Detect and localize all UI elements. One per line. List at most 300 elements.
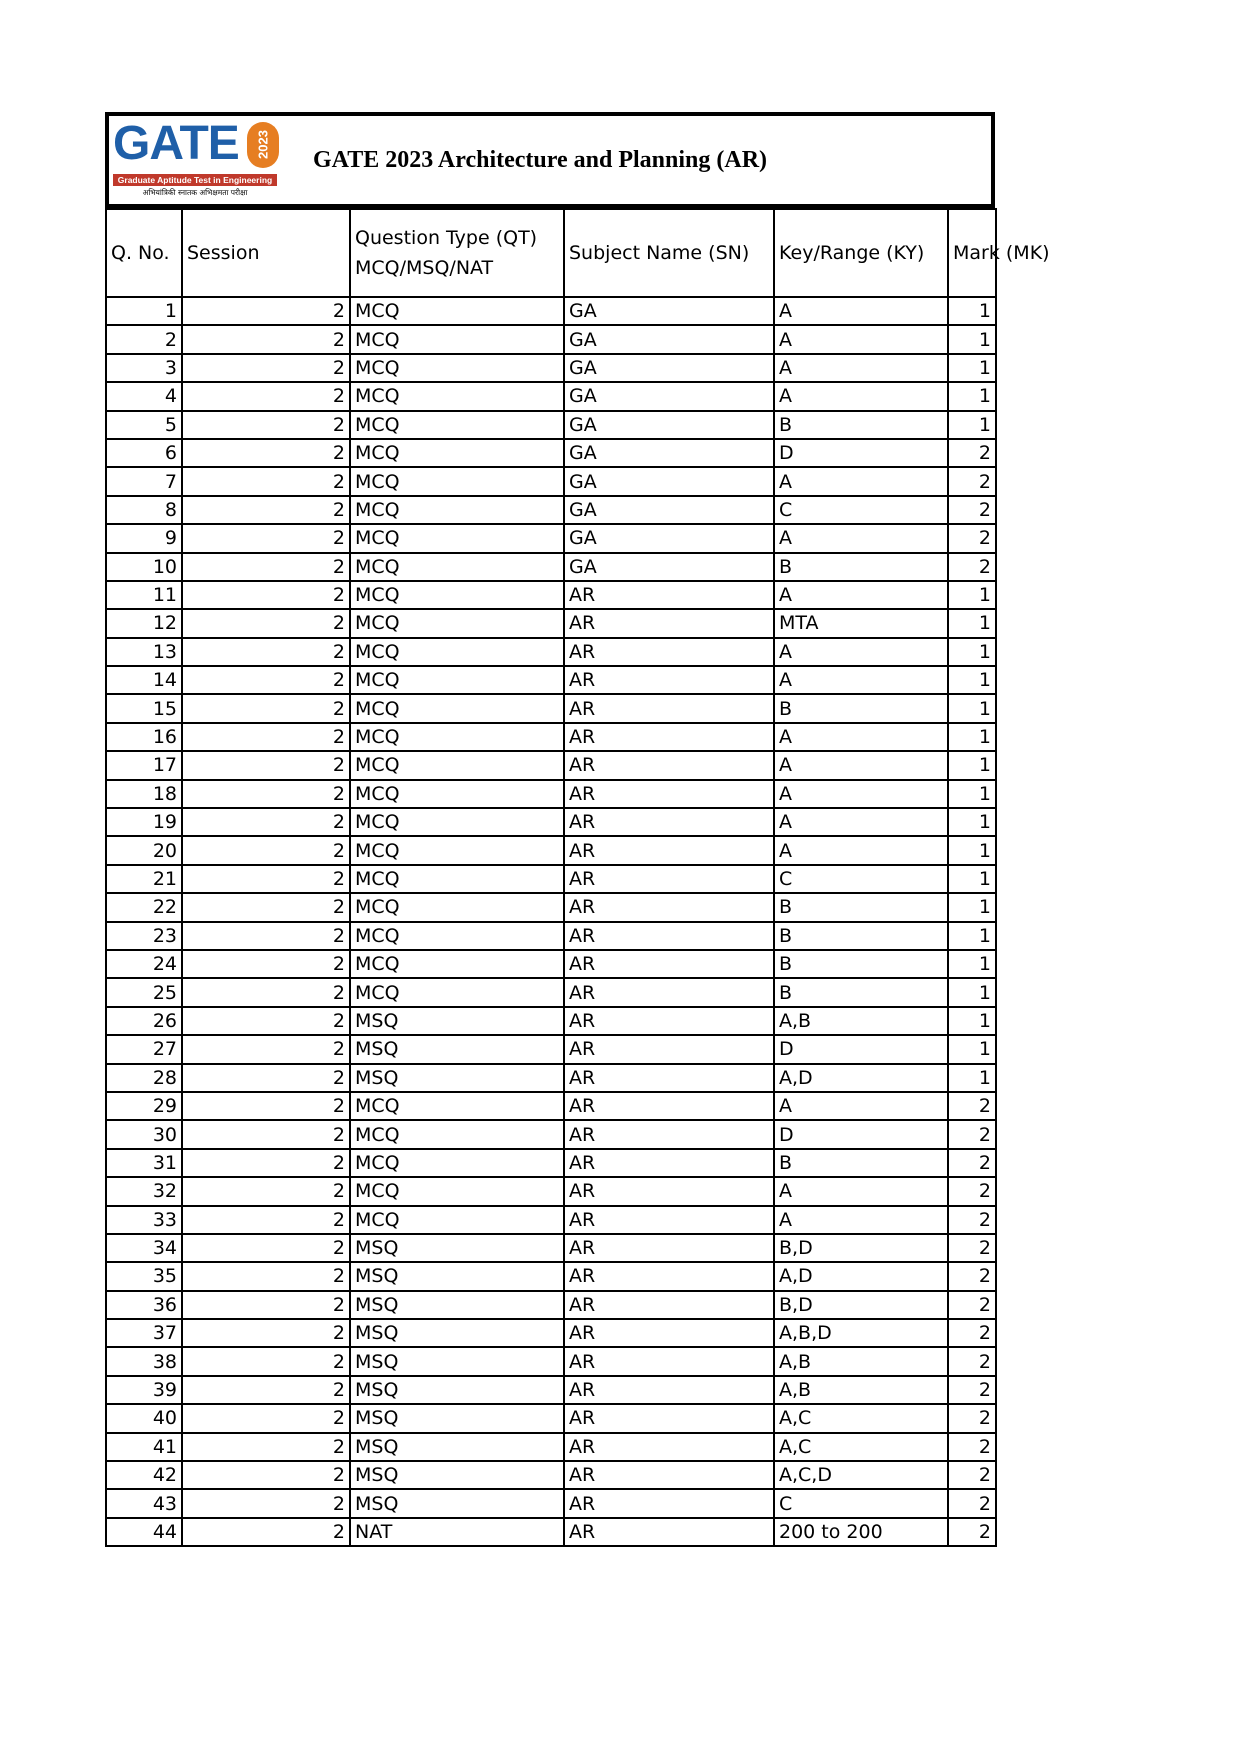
sheet-header: [105, 112, 995, 208]
cell-qno: 19: [106, 808, 182, 836]
cell-key: B: [774, 922, 948, 950]
cell-key: A,B: [774, 1376, 948, 1404]
cell-question-type: MCQ: [350, 524, 564, 552]
cell-question-type: MCQ: [350, 638, 564, 666]
cell-question-type: MCQ: [350, 553, 564, 581]
cell-mark: 2: [948, 1262, 996, 1290]
cell-key: A: [774, 297, 948, 325]
cell-subject: GA: [564, 553, 774, 581]
cell-session: 2: [182, 1404, 350, 1432]
cell-mark: 2: [948, 1461, 996, 1489]
cell-qno: 11: [106, 581, 182, 609]
cell-mark: 1: [948, 638, 996, 666]
cell-key: B: [774, 950, 948, 978]
cell-session: 2: [182, 1489, 350, 1517]
cell-key: D: [774, 1035, 948, 1063]
table-row: [106, 1433, 996, 1461]
cell-session: 2: [182, 1376, 350, 1404]
table-row: [106, 1291, 996, 1319]
cell-subject: AR: [564, 723, 774, 751]
cell-subject: AR: [564, 1489, 774, 1517]
cell-mark: 1: [948, 780, 996, 808]
cell-question-type: MCQ: [350, 865, 564, 893]
cell-subject: AR: [564, 1234, 774, 1262]
cell-subject: AR: [564, 1064, 774, 1092]
cell-session: 2: [182, 1319, 350, 1347]
cell-key: A: [774, 1177, 948, 1205]
cell-subject: AR: [564, 978, 774, 1006]
cell-session: 2: [182, 1092, 350, 1120]
cell-qno: 18: [106, 780, 182, 808]
cell-key: B: [774, 978, 948, 1006]
cell-mark: 2: [948, 1404, 996, 1432]
cell-session: 2: [182, 1291, 350, 1319]
cell-session: 2: [182, 1234, 350, 1262]
cell-session: 2: [182, 1433, 350, 1461]
cell-session: 2: [182, 411, 350, 439]
cell-mark: 2: [948, 1291, 996, 1319]
cell-mark: 2: [948, 1376, 996, 1404]
cell-question-type: MCQ: [350, 1206, 564, 1234]
table-row: [106, 467, 996, 495]
cell-key: A,B,D: [774, 1319, 948, 1347]
table-row: [106, 1319, 996, 1347]
cell-key: A: [774, 382, 948, 410]
cell-qno: 31: [106, 1149, 182, 1177]
table-row: [106, 751, 996, 779]
cell-mark: 2: [948, 496, 996, 524]
cell-subject: AR: [564, 1291, 774, 1319]
cell-mark: 1: [948, 978, 996, 1006]
cell-qno: 12: [106, 609, 182, 637]
cell-mark: 1: [948, 354, 996, 382]
cell-mark: 1: [948, 723, 996, 751]
cell-key: A: [774, 723, 948, 751]
cell-key: A: [774, 751, 948, 779]
cell-qno: 15: [106, 694, 182, 722]
cell-mark: 1: [948, 922, 996, 950]
cell-key: A: [774, 1206, 948, 1234]
cell-qno: 5: [106, 411, 182, 439]
cell-qno: 39: [106, 1376, 182, 1404]
cell-qno: 10: [106, 553, 182, 581]
cell-qno: 42: [106, 1461, 182, 1489]
cell-qno: 27: [106, 1035, 182, 1063]
cell-subject: AR: [564, 1120, 774, 1148]
cell-session: 2: [182, 723, 350, 751]
cell-question-type: MCQ: [350, 808, 564, 836]
cell-qno: 14: [106, 666, 182, 694]
cell-mark: 2: [948, 1234, 996, 1262]
cell-session: 2: [182, 325, 350, 353]
cell-mark: 1: [948, 581, 996, 609]
table-row: [106, 723, 996, 751]
cell-key: A,C: [774, 1433, 948, 1461]
cell-mark: 2: [948, 1092, 996, 1120]
cell-session: 2: [182, 978, 350, 1006]
cell-subject: AR: [564, 950, 774, 978]
cell-subject: AR: [564, 581, 774, 609]
cell-subject: AR: [564, 1035, 774, 1063]
cell-key: D: [774, 1120, 948, 1148]
cell-mark: 2: [948, 1177, 996, 1205]
table-row: [106, 780, 996, 808]
cell-key: A: [774, 325, 948, 353]
cell-key: B,D: [774, 1291, 948, 1319]
cell-subject: AR: [564, 1518, 774, 1546]
cell-qno: 23: [106, 922, 182, 950]
cell-mark: 1: [948, 751, 996, 779]
table-row: [106, 950, 996, 978]
cell-subject: AR: [564, 865, 774, 893]
cell-question-type: MCQ: [350, 325, 564, 353]
cell-question-type: MSQ: [350, 1433, 564, 1461]
cell-mark: 1: [948, 1007, 996, 1035]
cell-qno: 2: [106, 325, 182, 353]
cell-session: 2: [182, 439, 350, 467]
cell-mark: 1: [948, 297, 996, 325]
table-row: [106, 325, 996, 353]
cell-subject: AR: [564, 1319, 774, 1347]
cell-session: 2: [182, 694, 350, 722]
cell-qno: 37: [106, 1319, 182, 1347]
gate-logo: [111, 118, 281, 202]
cell-session: 2: [182, 950, 350, 978]
cell-key: B: [774, 553, 948, 581]
cell-qno: 43: [106, 1489, 182, 1517]
cell-qno: 16: [106, 723, 182, 751]
table-row: [106, 1149, 996, 1177]
cell-session: 2: [182, 1347, 350, 1375]
logo-year-badge: 2023: [247, 122, 279, 168]
cell-session: 2: [182, 524, 350, 552]
cell-qno: 26: [106, 1007, 182, 1035]
cell-session: 2: [182, 1120, 350, 1148]
cell-qno: 44: [106, 1518, 182, 1546]
cell-session: 2: [182, 1007, 350, 1035]
cell-session: 2: [182, 609, 350, 637]
page-title: GATE 2023 Architecture and Planning (AR): [313, 146, 768, 173]
table-row: [106, 524, 996, 552]
cell-session: 2: [182, 836, 350, 864]
cell-key: B,D: [774, 1234, 948, 1262]
cell-question-type: MCQ: [350, 666, 564, 694]
cell-mark: 2: [948, 467, 996, 495]
cell-question-type: MCQ: [350, 751, 564, 779]
cell-session: 2: [182, 1177, 350, 1205]
cell-key: A: [774, 354, 948, 382]
cell-session: 2: [182, 297, 350, 325]
cell-key: A: [774, 808, 948, 836]
table-row: [106, 581, 996, 609]
cell-qno: 34: [106, 1234, 182, 1262]
cell-key: A: [774, 581, 948, 609]
cell-mark: 1: [948, 666, 996, 694]
cell-qno: 32: [106, 1177, 182, 1205]
cell-qno: 33: [106, 1206, 182, 1234]
table-row: [106, 893, 996, 921]
cell-key: A: [774, 1092, 948, 1120]
cell-question-type: MCQ: [350, 609, 564, 637]
cell-question-type: MSQ: [350, 1347, 564, 1375]
cell-key: A,B: [774, 1007, 948, 1035]
cell-qno: 30: [106, 1120, 182, 1148]
cell-mark: 1: [948, 950, 996, 978]
cell-subject: AR: [564, 1092, 774, 1120]
cell-mark: 2: [948, 524, 996, 552]
cell-subject: GA: [564, 297, 774, 325]
table-row: [106, 1092, 996, 1120]
cell-question-type: MSQ: [350, 1291, 564, 1319]
table-row: [106, 865, 996, 893]
cell-subject: AR: [564, 893, 774, 921]
cell-key: D: [774, 439, 948, 467]
cell-mark: 1: [948, 1035, 996, 1063]
cell-key: A,B: [774, 1347, 948, 1375]
cell-question-type: MCQ: [350, 297, 564, 325]
col-header-session: Session: [182, 209, 350, 297]
table-row: [106, 496, 996, 524]
table-row: [106, 1347, 996, 1375]
cell-qno: 24: [106, 950, 182, 978]
cell-mark: 2: [948, 1433, 996, 1461]
cell-session: 2: [182, 666, 350, 694]
cell-mark: 1: [948, 836, 996, 864]
table-row: [106, 1461, 996, 1489]
cell-mark: 1: [948, 893, 996, 921]
cell-qno: 9: [106, 524, 182, 552]
table-row: [106, 808, 996, 836]
cell-question-type: NAT: [350, 1518, 564, 1546]
table-row: [106, 1064, 996, 1092]
cell-key: A,C,D: [774, 1461, 948, 1489]
cell-session: 2: [182, 893, 350, 921]
cell-session: 2: [182, 1035, 350, 1063]
table-row: [106, 1262, 996, 1290]
cell-qno: 13: [106, 638, 182, 666]
cell-question-type: MCQ: [350, 581, 564, 609]
cell-mark: 1: [948, 694, 996, 722]
cell-subject: AR: [564, 1433, 774, 1461]
cell-mark: 1: [948, 808, 996, 836]
cell-key: B: [774, 694, 948, 722]
table-row: [106, 978, 996, 1006]
cell-key: A,D: [774, 1262, 948, 1290]
cell-subject: AR: [564, 1149, 774, 1177]
table-row: [106, 836, 996, 864]
cell-subject: AR: [564, 694, 774, 722]
table-row: [106, 411, 996, 439]
cell-question-type: MCQ: [350, 1149, 564, 1177]
cell-session: 2: [182, 1461, 350, 1489]
cell-subject: GA: [564, 354, 774, 382]
cell-question-type: MSQ: [350, 1489, 564, 1517]
answer-key-sheet: [105, 112, 1050, 1547]
cell-subject: GA: [564, 496, 774, 524]
cell-question-type: MSQ: [350, 1461, 564, 1489]
cell-question-type: MCQ: [350, 354, 564, 382]
cell-mark: 1: [948, 382, 996, 410]
cell-question-type: MCQ: [350, 439, 564, 467]
table-row: [106, 609, 996, 637]
cell-key: MTA: [774, 609, 948, 637]
cell-session: 2: [182, 581, 350, 609]
cell-session: 2: [182, 808, 350, 836]
cell-session: 2: [182, 865, 350, 893]
cell-question-type: MSQ: [350, 1262, 564, 1290]
table-row: [106, 638, 996, 666]
header-row: [106, 209, 996, 297]
logo-hindi-tagline: अभियांत्रिकी स्नातक अभिक्षमता परीक्षा: [142, 188, 248, 197]
cell-question-type: MCQ: [350, 978, 564, 1006]
cell-qno: 41: [106, 1433, 182, 1461]
cell-session: 2: [182, 780, 350, 808]
cell-key: B: [774, 893, 948, 921]
cell-question-type: MSQ: [350, 1376, 564, 1404]
table-row: [106, 553, 996, 581]
cell-session: 2: [182, 1206, 350, 1234]
col-header-mark: Mark (MK): [948, 209, 996, 297]
col-header-question-type-line1: Question Type (QT): [355, 227, 538, 249]
cell-question-type: MSQ: [350, 1035, 564, 1063]
cell-session: 2: [182, 638, 350, 666]
cell-mark: 1: [948, 865, 996, 893]
logo-tagline: Graduate Aptitude Test in Engineering: [113, 174, 277, 186]
cell-session: 2: [182, 751, 350, 779]
col-header-key: Key/Range (KY): [774, 209, 948, 297]
cell-subject: AR: [564, 638, 774, 666]
cell-key: C: [774, 865, 948, 893]
cell-question-type: MCQ: [350, 496, 564, 524]
cell-key: A: [774, 638, 948, 666]
cell-qno: 4: [106, 382, 182, 410]
cell-key: B: [774, 1149, 948, 1177]
cell-question-type: MCQ: [350, 950, 564, 978]
cell-key: A,C: [774, 1404, 948, 1432]
cell-mark: 2: [948, 1206, 996, 1234]
cell-session: 2: [182, 922, 350, 950]
cell-qno: 1: [106, 297, 182, 325]
cell-subject: GA: [564, 467, 774, 495]
cell-mark: 2: [948, 1347, 996, 1375]
cell-qno: 6: [106, 439, 182, 467]
cell-question-type: MCQ: [350, 467, 564, 495]
cell-subject: AR: [564, 1007, 774, 1035]
table-row: [106, 922, 996, 950]
cell-mark: 1: [948, 1064, 996, 1092]
cell-key: A,D: [774, 1064, 948, 1092]
cell-subject: AR: [564, 751, 774, 779]
cell-mark: 1: [948, 609, 996, 637]
cell-subject: AR: [564, 1376, 774, 1404]
cell-subject: GA: [564, 439, 774, 467]
col-header-subject: Subject Name (SN): [564, 209, 774, 297]
table-row: [106, 297, 996, 325]
cell-subject: GA: [564, 524, 774, 552]
cell-question-type: MSQ: [350, 1234, 564, 1262]
table-row: [106, 1177, 996, 1205]
cell-key: A: [774, 467, 948, 495]
cell-session: 2: [182, 1064, 350, 1092]
table-row: [106, 1404, 996, 1432]
cell-question-type: MCQ: [350, 694, 564, 722]
table-row: [106, 1518, 996, 1546]
cell-key: C: [774, 1489, 948, 1517]
cell-question-type: MCQ: [350, 411, 564, 439]
cell-mark: 2: [948, 1319, 996, 1347]
cell-mark: 2: [948, 1489, 996, 1517]
cell-qno: 28: [106, 1064, 182, 1092]
cell-subject: AR: [564, 1262, 774, 1290]
cell-key: 200 to 200: [774, 1518, 948, 1546]
cell-qno: 40: [106, 1404, 182, 1432]
cell-subject: AR: [564, 808, 774, 836]
cell-subject: GA: [564, 382, 774, 410]
cell-question-type: MCQ: [350, 1120, 564, 1148]
table-body: [106, 297, 996, 1546]
cell-session: 2: [182, 382, 350, 410]
cell-mark: 1: [948, 325, 996, 353]
cell-question-type: MCQ: [350, 893, 564, 921]
cell-question-type: MSQ: [350, 1064, 564, 1092]
table-row: [106, 1376, 996, 1404]
table-row: [106, 1206, 996, 1234]
cell-qno: 7: [106, 467, 182, 495]
cell-subject: AR: [564, 922, 774, 950]
cell-subject: AR: [564, 1461, 774, 1489]
table-row: [106, 1234, 996, 1262]
cell-qno: 21: [106, 865, 182, 893]
col-header-question-type-line2: MCQ/MSQ/NAT: [355, 257, 494, 279]
cell-mark: 2: [948, 1149, 996, 1177]
cell-qno: 20: [106, 836, 182, 864]
col-header-qno: Q. No.: [106, 209, 182, 297]
table-row: [106, 1035, 996, 1063]
table-row: [106, 382, 996, 410]
cell-mark: 2: [948, 439, 996, 467]
cell-qno: 8: [106, 496, 182, 524]
table-row: [106, 1007, 996, 1035]
cell-mark: 2: [948, 553, 996, 581]
cell-subject: AR: [564, 780, 774, 808]
cell-subject: GA: [564, 325, 774, 353]
cell-subject: AR: [564, 1206, 774, 1234]
logo-word: GATE: [113, 117, 239, 170]
cell-key: A: [774, 666, 948, 694]
cell-session: 2: [182, 467, 350, 495]
cell-question-type: MCQ: [350, 723, 564, 751]
table-row: [106, 694, 996, 722]
cell-question-type: MCQ: [350, 382, 564, 410]
cell-session: 2: [182, 1149, 350, 1177]
cell-mark: 1: [948, 411, 996, 439]
cell-question-type: MCQ: [350, 836, 564, 864]
cell-session: 2: [182, 496, 350, 524]
cell-qno: 3: [106, 354, 182, 382]
table-row: [106, 439, 996, 467]
cell-qno: 17: [106, 751, 182, 779]
cell-session: 2: [182, 1518, 350, 1546]
cell-qno: 35: [106, 1262, 182, 1290]
cell-session: 2: [182, 553, 350, 581]
cell-question-type: MSQ: [350, 1319, 564, 1347]
cell-question-type: MCQ: [350, 1177, 564, 1205]
cell-question-type: MSQ: [350, 1007, 564, 1035]
table-row: [106, 354, 996, 382]
cell-key: B: [774, 411, 948, 439]
cell-question-type: MCQ: [350, 922, 564, 950]
cell-subject: AR: [564, 1404, 774, 1432]
